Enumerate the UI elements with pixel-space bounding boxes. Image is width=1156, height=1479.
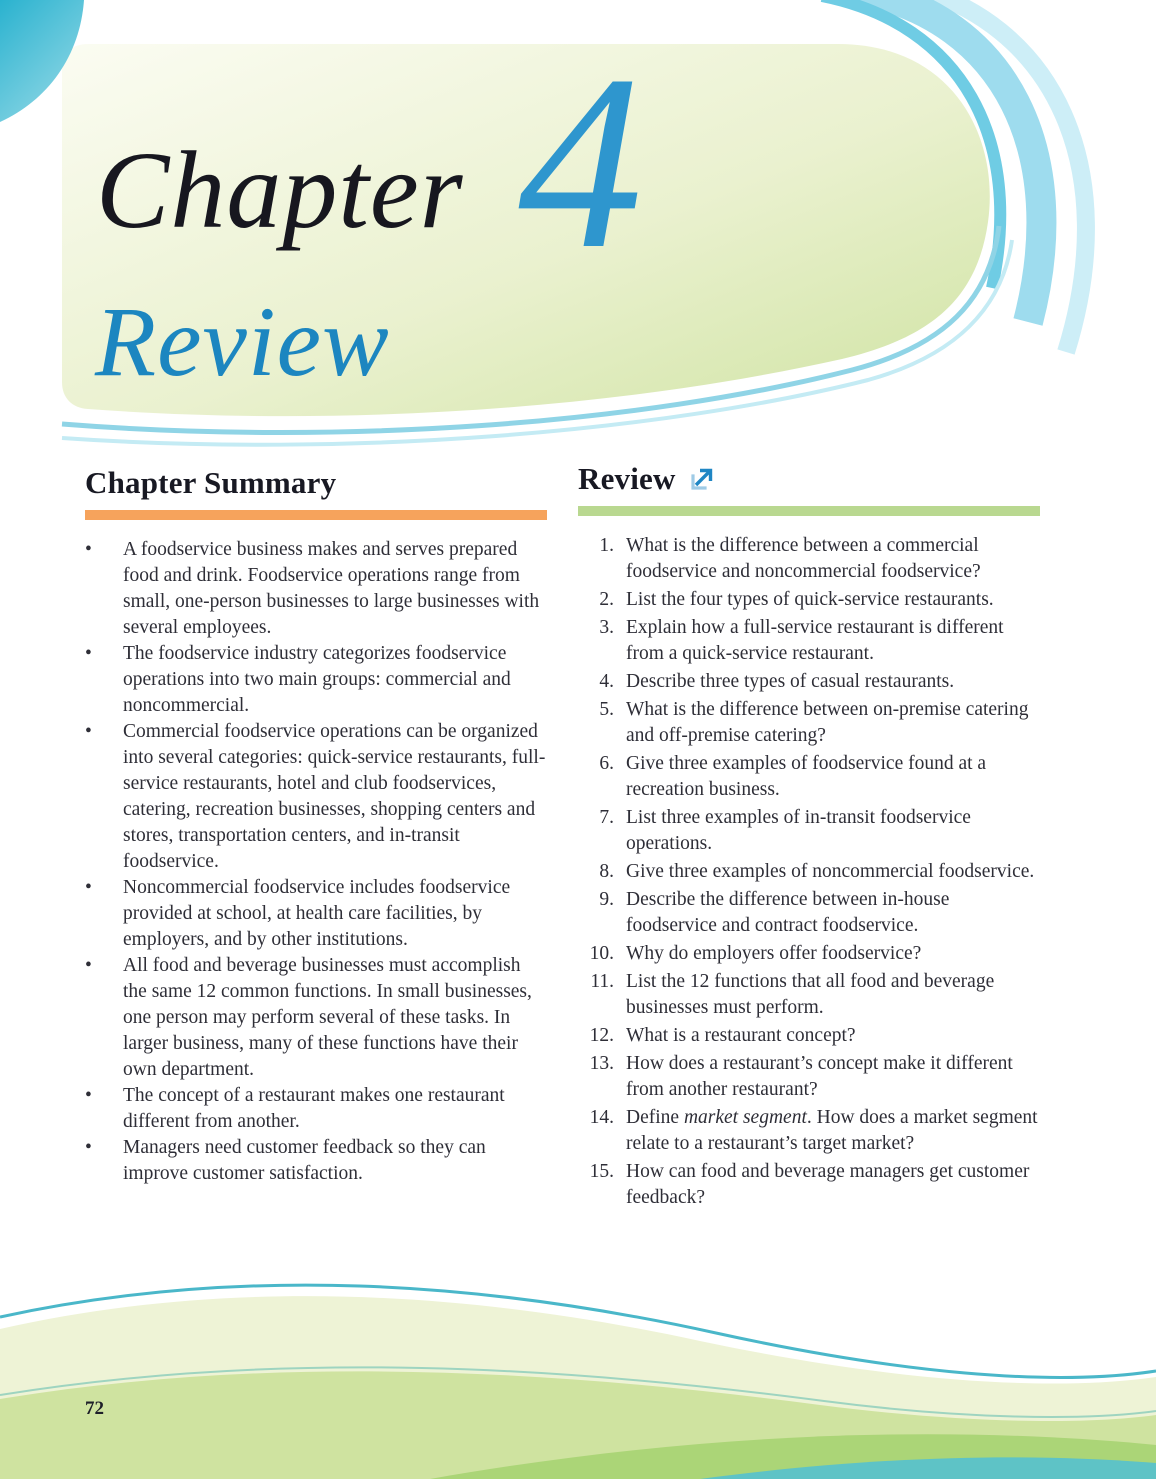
review-heading-row — [578, 462, 1040, 496]
question-text: Describe the difference between in-house foodservice and contract foodservice. — [626, 889, 950, 937]
review-section — [578, 462, 1040, 1213]
question-text: What is the difference between on-premise catering and off-premise catering? — [626, 699, 1029, 747]
summary-bullet — [85, 537, 547, 641]
summary-rule — [85, 510, 547, 520]
question-number: 13. — [589, 1053, 614, 1075]
question-number: 6. — [599, 753, 614, 775]
question-number: 3. — [599, 617, 614, 639]
review-question — [578, 697, 1040, 749]
question-text: List the four types of quick-service restaurants. — [626, 589, 994, 611]
question-text-italic: market segment — [683, 1107, 807, 1129]
summary-bullet-text: • Commercial foodservice operations can be organized into several categories: quick-service restaurants, full-service restaurants, hotel and club foodservices, catering, recreation businesses, shopping centers and stores, transportation centers, and in-transit foodservice. — [123, 721, 546, 873]
question-number: 2. — [599, 589, 614, 611]
question-text: How can food and beverage managers get customer feedback? — [626, 1161, 1030, 1209]
review-question — [578, 805, 1040, 857]
chapter-number: 4 — [518, 24, 643, 301]
summary-bullet-text: • Noncommercial foodservice includes foodservice provided at school, at health care facilities, by employers, and by other institutions. — [123, 877, 511, 951]
question-text-post: . How does a market segment relate to a restaurant’s target market? — [626, 1107, 1038, 1155]
question-number: 10. — [589, 943, 614, 965]
question-number: 7. — [599, 807, 614, 829]
summary-bullet — [85, 953, 547, 1083]
review-heading: Review — [578, 461, 676, 496]
question-text: List three examples of in-transit foodservice operations. — [626, 807, 971, 855]
review-question — [578, 941, 1040, 967]
review-question — [578, 1105, 1040, 1157]
question-text: Explain how a full-service restaurant is different from a quick-service restaurant. — [626, 617, 1004, 665]
review-question — [578, 859, 1040, 885]
summary-bullet — [85, 1135, 547, 1187]
summary-bullet-text: • Managers need customer feedback so they can improve customer satisfaction. — [123, 1137, 486, 1185]
question-text: Give three examples of foodservice found at a recreation business. — [626, 753, 987, 801]
review-question — [578, 1023, 1040, 1049]
summary-bullet-text: • All food and beverage businesses must accomplish the same 12 common functions. In small businesses, one person may perform several of these tasks. In larger business, many of these functions have their own department. — [123, 955, 532, 1081]
question-number: 5. — [599, 699, 614, 721]
review-question — [578, 669, 1040, 695]
review-rule — [578, 506, 1040, 516]
external-link-icon[interactable] — [688, 466, 715, 493]
footer-wave-decoration — [0, 1209, 1156, 1479]
review-question — [578, 533, 1040, 585]
question-text: How does a restaurant’s concept make it different from another restaurant? — [626, 1053, 1013, 1101]
question-text-pre: Define — [626, 1107, 684, 1129]
question-text: Describe three types of casual restaurants. — [626, 671, 955, 693]
review-question — [578, 969, 1040, 1021]
summary-section — [85, 466, 547, 1187]
summary-bullet — [85, 641, 547, 719]
summary-bullet-text: • The concept of a restaurant makes one restaurant different from another. — [123, 1085, 505, 1133]
review-question — [578, 751, 1040, 803]
review-list — [578, 533, 1040, 1211]
review-question — [578, 1051, 1040, 1103]
question-text: List the 12 functions that all food and beverage businesses must perform. — [626, 971, 995, 1019]
question-text — [626, 1105, 1040, 1157]
question-number: 4. — [599, 671, 614, 693]
question-text: Give three examples of noncommercial foodservice. — [626, 861, 1035, 883]
review-question — [578, 587, 1040, 613]
summary-bullet — [85, 719, 547, 875]
review-question — [578, 887, 1040, 939]
page-title: Review — [95, 286, 390, 397]
question-number: 1. — [599, 535, 614, 557]
question-number: 9. — [599, 889, 614, 911]
review-question — [578, 1159, 1040, 1211]
summary-bullet — [85, 875, 547, 953]
corner-teal-decoration — [0, 0, 110, 130]
chapter-label: Chapter — [96, 129, 464, 251]
summary-heading: Chapter Summary — [85, 465, 337, 500]
question-text: What is a restaurant concept? — [626, 1025, 856, 1047]
summary-bullet — [85, 1083, 547, 1135]
page-number: 72 — [85, 1398, 104, 1419]
question-text: What is the difference between a commercial foodservice and noncommercial foodservice? — [626, 535, 981, 583]
question-number: 15. — [589, 1161, 614, 1183]
question-number: 12. — [589, 1025, 614, 1047]
summary-list — [85, 537, 547, 1187]
question-text: Why do employers offer foodservice? — [626, 943, 922, 965]
summary-bullet-text: • The foodservice industry categorizes foodservice operations into two main groups: commercial and noncommercial. — [123, 643, 511, 717]
question-number: 8. — [599, 861, 614, 883]
review-question — [578, 615, 1040, 667]
summary-bullet-text: • A foodservice business makes and serves prepared food and drink. Foodservice operations range from small, one-person businesses to large businesses with several employees. — [123, 539, 540, 639]
question-number: 14. — [589, 1107, 614, 1129]
question-number: 11. — [590, 971, 614, 993]
